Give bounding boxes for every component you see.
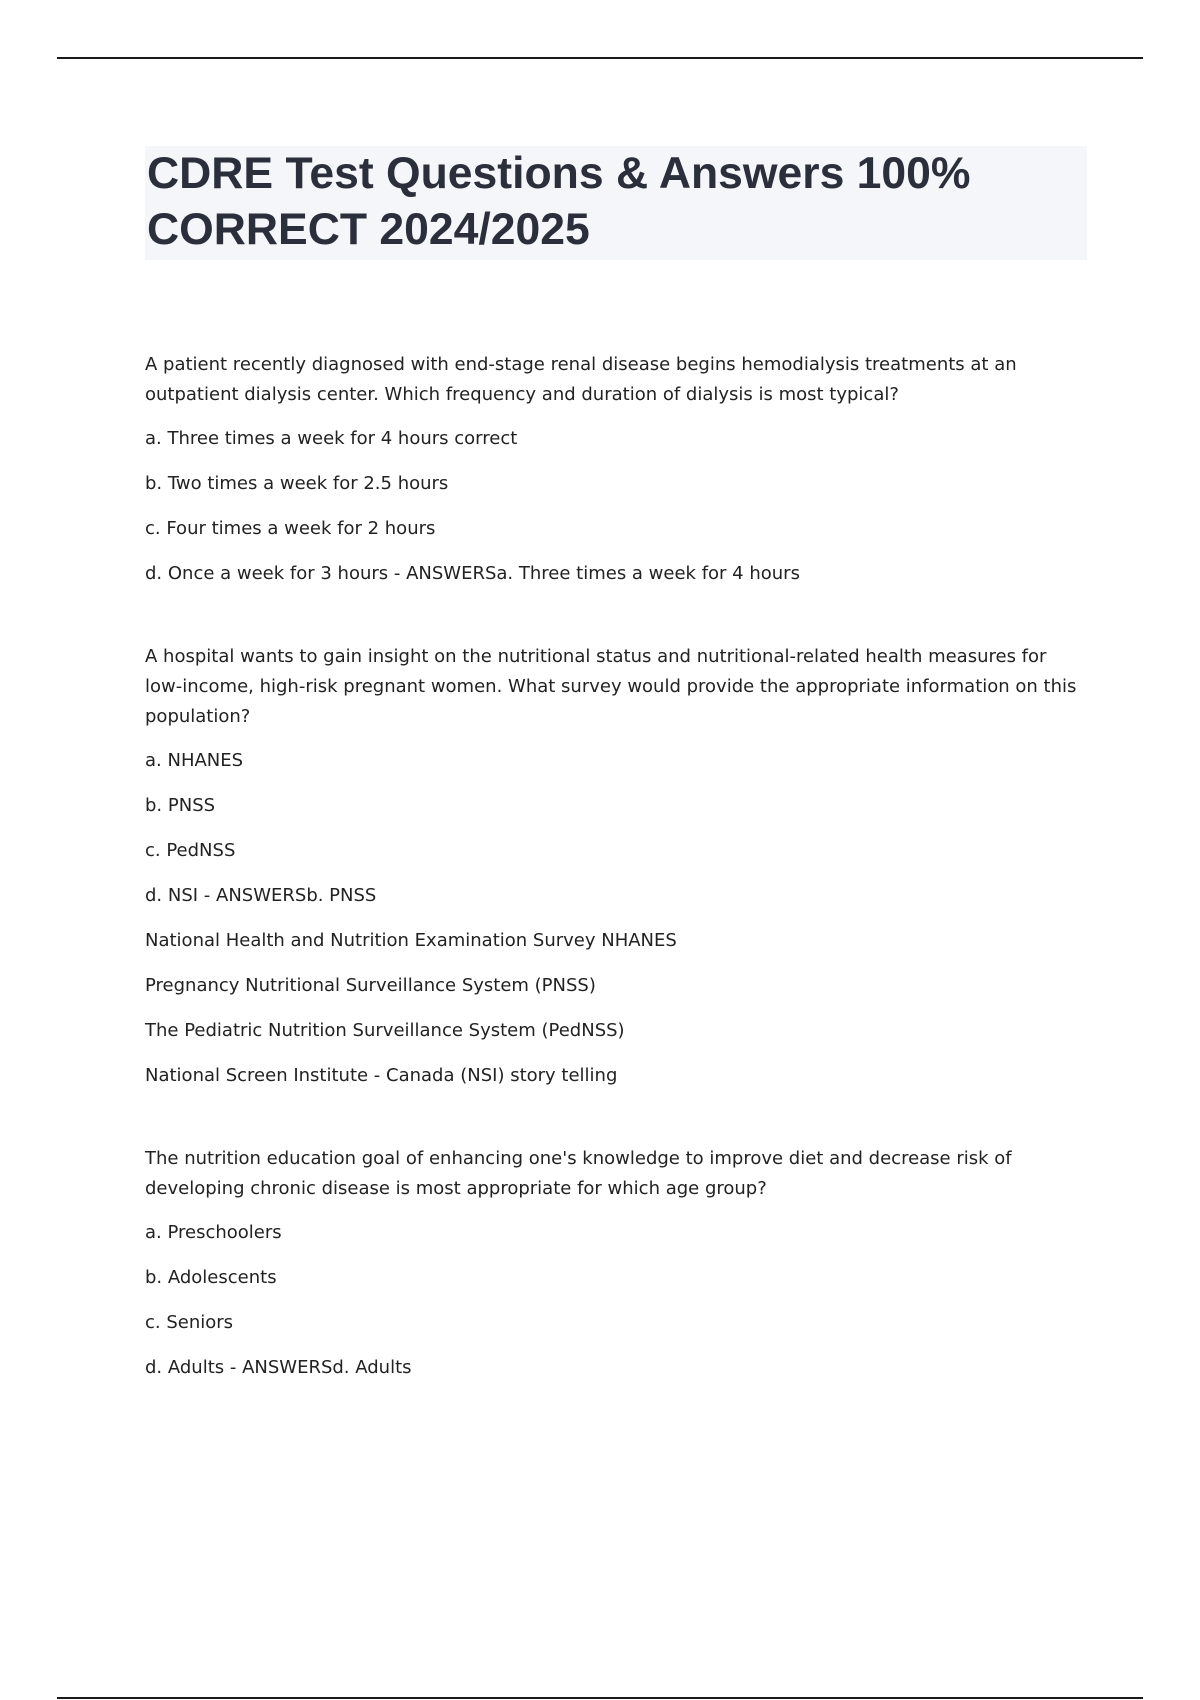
answer-option-d: d. Once a week for 3 hours - ANSWERSa. Three times a week for 4 hours (145, 563, 800, 584)
document-page (145, 146, 1087, 1398)
question-block-2 (145, 642, 1087, 1091)
explanation-line: The Pediatric Nutrition Surveillance System (PedNSS) (145, 1020, 625, 1041)
bottom-rule (57, 1697, 1143, 1699)
answer-option-c: c. PedNSS (145, 840, 236, 861)
answer-option-b: b. Adolescents (145, 1267, 277, 1288)
explanation-line: National Screen Institute - Canada (NSI) story telling (145, 1065, 618, 1086)
title-box (145, 146, 1087, 260)
answer-option-a: a. Preschoolers (145, 1222, 282, 1243)
answer-option-d: d. Adults - ANSWERSd. Adults (145, 1357, 412, 1378)
question-prompt: A hospital wants to gain insight on the nutritional status and nutritional-related health measures for low-income, high-risk pregnant women. What survey would provide the appropriate information on this population? (145, 646, 1077, 727)
question-block-3 (145, 1144, 1087, 1383)
answer-option-b: b. Two times a week for 2.5 hours (145, 473, 449, 494)
explanation-line: National Health and Nutrition Examination Survey NHANES (145, 930, 677, 951)
page-title: CDRE Test Questions & Answers 100% CORRECT 2024/2025 (147, 149, 971, 254)
top-rule (57, 57, 1143, 59)
answer-option-c: c. Seniors (145, 1312, 234, 1333)
answer-option-c: c. Four times a week for 2 hours (145, 518, 436, 539)
answer-option-d: d. NSI - ANSWERSb. PNSS (145, 885, 377, 906)
question-prompt: The nutrition education goal of enhancing one's knowledge to improve diet and decrease risk of developing chronic disease is most appropriate for which age group? (145, 1148, 1012, 1199)
question-block-1 (145, 350, 1087, 589)
explanation-line: Pregnancy Nutritional Surveillance System (PNSS) (145, 975, 596, 996)
answer-option-b: b. PNSS (145, 795, 216, 816)
answer-option-a: a. NHANES (145, 750, 244, 771)
question-prompt: A patient recently diagnosed with end-stage renal disease begins hemodialysis treatments at an outpatient dialysis center. Which frequency and duration of dialysis is most typical? (145, 354, 1017, 405)
answer-option-a: a. Three times a week for 4 hours correct (145, 428, 518, 449)
